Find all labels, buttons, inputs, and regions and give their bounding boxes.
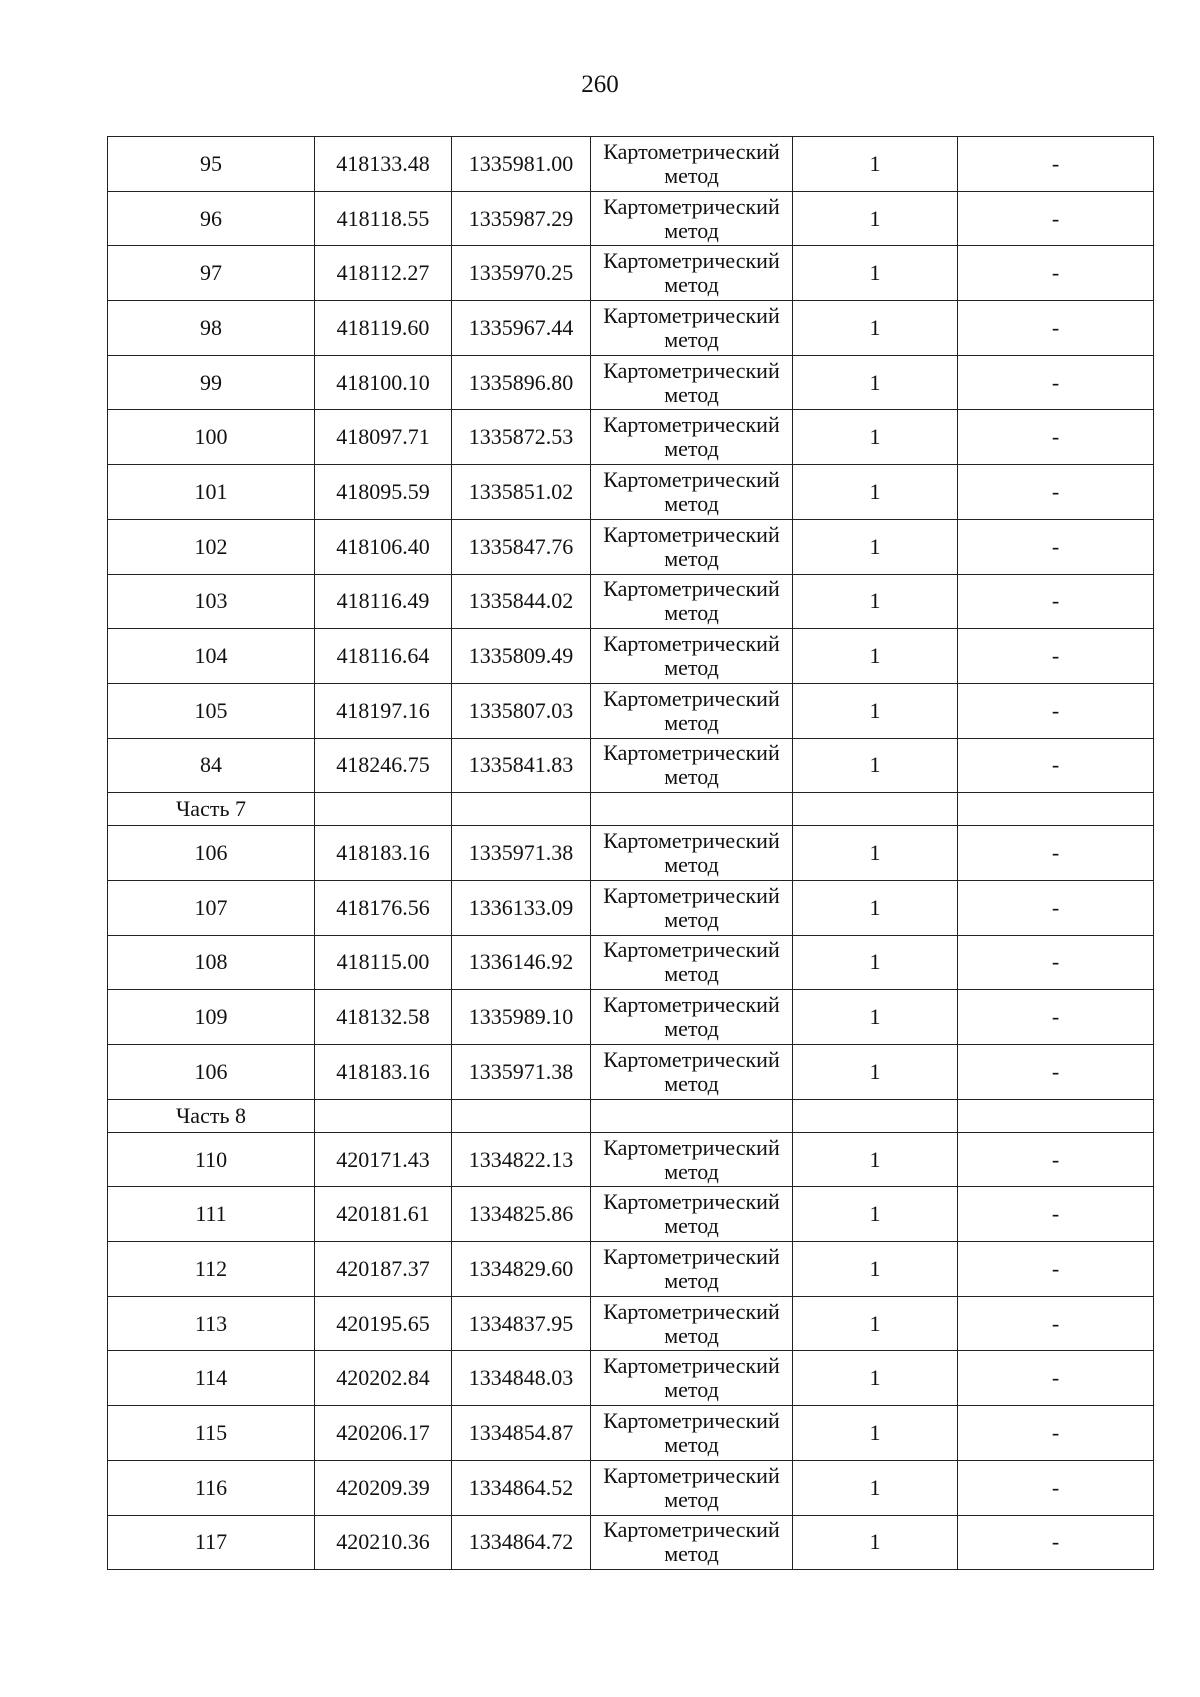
coordinates-table bbox=[107, 136, 1154, 1570]
method-line-1: Картометрический bbox=[603, 466, 780, 492]
point-number-cell: 107 bbox=[108, 880, 315, 935]
accuracy-cell: 1 bbox=[793, 465, 958, 520]
accuracy-cell: 1 bbox=[793, 880, 958, 935]
table-row bbox=[108, 1132, 1154, 1187]
method-line-1: Картометрический bbox=[603, 1134, 780, 1160]
accuracy-cell: 1 bbox=[793, 683, 958, 738]
table-row bbox=[108, 935, 1154, 990]
x-coordinate-cell: 420181.61 bbox=[315, 1187, 452, 1242]
method-line-1: Картометрический bbox=[603, 937, 780, 963]
empty-cell bbox=[793, 1099, 958, 1132]
accuracy-cell: 1 bbox=[793, 1187, 958, 1242]
method-cell bbox=[591, 990, 793, 1045]
point-number-cell: 108 bbox=[108, 935, 315, 990]
point-number-cell: 97 bbox=[108, 246, 315, 301]
point-number-cell: 102 bbox=[108, 519, 315, 574]
x-coordinate-cell: 420206.17 bbox=[315, 1406, 452, 1461]
note-cell: - bbox=[958, 465, 1154, 520]
x-coordinate-cell: 418115.00 bbox=[315, 935, 452, 990]
method-line-1: Картометрический bbox=[603, 302, 780, 328]
method-line-1: Картометрический bbox=[603, 1462, 780, 1488]
method-line-1: Картометрический bbox=[603, 740, 780, 766]
note-cell: - bbox=[958, 574, 1154, 629]
accuracy-cell: 1 bbox=[793, 301, 958, 356]
method-line-1: Картометрический bbox=[603, 521, 780, 547]
empty-cell bbox=[315, 1099, 452, 1132]
x-coordinate-cell: 418106.40 bbox=[315, 519, 452, 574]
x-coordinate-cell: 418100.10 bbox=[315, 355, 452, 410]
table-row bbox=[108, 683, 1154, 738]
table-row bbox=[108, 191, 1154, 246]
x-coordinate-cell: 418183.16 bbox=[315, 1045, 452, 1100]
x-coordinate-cell: 420195.65 bbox=[315, 1296, 452, 1351]
note-cell: - bbox=[958, 1296, 1154, 1351]
note-cell: - bbox=[958, 355, 1154, 410]
note-cell: - bbox=[958, 1351, 1154, 1406]
method-line-1: Картометрический bbox=[603, 357, 780, 383]
method-cell bbox=[591, 246, 793, 301]
point-number-cell: 117 bbox=[108, 1515, 315, 1570]
point-number-cell: 96 bbox=[108, 191, 315, 246]
table-row bbox=[108, 574, 1154, 629]
method-line-1: Картометрический bbox=[603, 992, 780, 1018]
point-number-cell: 105 bbox=[108, 683, 315, 738]
point-number-cell: 116 bbox=[108, 1460, 315, 1515]
part-label: Часть 8 bbox=[108, 1099, 315, 1132]
y-coordinate-cell: 1336146.92 bbox=[452, 935, 591, 990]
method-cell bbox=[591, 519, 793, 574]
accuracy-cell: 1 bbox=[793, 738, 958, 793]
table-row bbox=[108, 1296, 1154, 1351]
x-coordinate-cell: 418116.64 bbox=[315, 629, 452, 684]
note-cell: - bbox=[958, 826, 1154, 881]
accuracy-cell: 1 bbox=[793, 990, 958, 1045]
accuracy-cell: 1 bbox=[793, 574, 958, 629]
method-line-2: метод bbox=[664, 1016, 719, 1042]
note-cell: - bbox=[958, 738, 1154, 793]
method-line-2: метод bbox=[664, 217, 719, 243]
point-number-cell: 115 bbox=[108, 1406, 315, 1461]
x-coordinate-cell: 420187.37 bbox=[315, 1242, 452, 1297]
accuracy-cell: 1 bbox=[793, 629, 958, 684]
method-cell bbox=[591, 410, 793, 465]
accuracy-cell: 1 bbox=[793, 410, 958, 465]
y-coordinate-cell: 1335809.49 bbox=[452, 629, 591, 684]
table-row bbox=[108, 1045, 1154, 1100]
x-coordinate-cell: 420209.39 bbox=[315, 1460, 452, 1515]
table-row bbox=[108, 465, 1154, 520]
method-line-1: Картометрический bbox=[603, 828, 780, 854]
note-cell: - bbox=[958, 301, 1154, 356]
x-coordinate-cell: 418112.27 bbox=[315, 246, 452, 301]
note-cell: - bbox=[958, 683, 1154, 738]
method-cell bbox=[591, 1045, 793, 1100]
accuracy-cell: 1 bbox=[793, 1460, 958, 1515]
accuracy-cell: 1 bbox=[793, 1242, 958, 1297]
accuracy-cell: 1 bbox=[793, 1045, 958, 1100]
x-coordinate-cell: 418119.60 bbox=[315, 301, 452, 356]
method-line-2: метод bbox=[664, 326, 719, 352]
x-coordinate-cell: 420171.43 bbox=[315, 1132, 452, 1187]
method-line-1: Картометрический bbox=[603, 248, 780, 274]
x-coordinate-cell: 418197.16 bbox=[315, 683, 452, 738]
accuracy-cell: 1 bbox=[793, 137, 958, 192]
method-line-1: Картометрический bbox=[603, 1517, 780, 1543]
method-line-2: метод bbox=[664, 655, 719, 681]
accuracy-cell: 1 bbox=[793, 246, 958, 301]
y-coordinate-cell: 1334854.87 bbox=[452, 1406, 591, 1461]
x-coordinate-cell: 418095.59 bbox=[315, 465, 452, 520]
empty-cell bbox=[591, 1099, 793, 1132]
y-coordinate-cell: 1335851.02 bbox=[452, 465, 591, 520]
method-line-2: метод bbox=[664, 1322, 719, 1348]
note-cell: - bbox=[958, 990, 1154, 1045]
note-cell: - bbox=[958, 410, 1154, 465]
empty-cell bbox=[958, 1099, 1154, 1132]
table-row bbox=[108, 519, 1154, 574]
method-cell bbox=[591, 301, 793, 356]
y-coordinate-cell: 1334864.72 bbox=[452, 1515, 591, 1570]
method-line-2: метод bbox=[664, 600, 719, 626]
method-cell bbox=[591, 574, 793, 629]
method-line-1: Картометрический bbox=[603, 1407, 780, 1433]
point-number-cell: 111 bbox=[108, 1187, 315, 1242]
note-cell: - bbox=[958, 1460, 1154, 1515]
accuracy-cell: 1 bbox=[793, 355, 958, 410]
table-row bbox=[108, 629, 1154, 684]
x-coordinate-cell: 418176.56 bbox=[315, 880, 452, 935]
accuracy-cell: 1 bbox=[793, 935, 958, 990]
method-line-1: Картометрический bbox=[603, 1189, 780, 1215]
point-number-cell: 100 bbox=[108, 410, 315, 465]
note-cell: - bbox=[958, 1242, 1154, 1297]
x-coordinate-cell: 418183.16 bbox=[315, 826, 452, 881]
empty-cell bbox=[793, 793, 958, 826]
method-line-2: метод bbox=[664, 545, 719, 571]
method-line-1: Картометрический bbox=[603, 412, 780, 438]
point-number-cell: 113 bbox=[108, 1296, 315, 1351]
y-coordinate-cell: 1334837.95 bbox=[452, 1296, 591, 1351]
empty-cell bbox=[958, 793, 1154, 826]
method-line-1: Картометрический bbox=[603, 1298, 780, 1324]
method-cell bbox=[591, 629, 793, 684]
empty-cell bbox=[452, 1099, 591, 1132]
accuracy-cell: 1 bbox=[793, 519, 958, 574]
empty-cell bbox=[591, 793, 793, 826]
method-line-2: метод bbox=[664, 1158, 719, 1184]
method-cell bbox=[591, 826, 793, 881]
point-number-cell: 106 bbox=[108, 1045, 315, 1100]
accuracy-cell: 1 bbox=[793, 1132, 958, 1187]
table-row bbox=[108, 990, 1154, 1045]
table-row bbox=[108, 1406, 1154, 1461]
method-line-1: Картометрический bbox=[603, 1353, 780, 1379]
table-row bbox=[108, 1242, 1154, 1297]
x-coordinate-cell: 420210.36 bbox=[315, 1515, 452, 1570]
y-coordinate-cell: 1335981.00 bbox=[452, 137, 591, 192]
method-line-2: метод bbox=[664, 1377, 719, 1403]
method-cell bbox=[591, 1406, 793, 1461]
method-line-2: метод bbox=[664, 1070, 719, 1096]
coordinates-table-body bbox=[108, 137, 1154, 1570]
method-line-2: метод bbox=[664, 906, 719, 932]
y-coordinate-cell: 1336133.09 bbox=[452, 880, 591, 935]
method-line-2: метод bbox=[664, 272, 719, 298]
method-line-1: Картометрический bbox=[603, 138, 780, 164]
point-number-cell: 104 bbox=[108, 629, 315, 684]
note-cell: - bbox=[958, 519, 1154, 574]
method-line-2: метод bbox=[664, 1213, 719, 1239]
method-line-1: Картометрический bbox=[603, 631, 780, 657]
method-line-2: метод bbox=[664, 1486, 719, 1512]
note-cell: - bbox=[958, 191, 1154, 246]
method-cell bbox=[591, 1132, 793, 1187]
accuracy-cell: 1 bbox=[793, 1351, 958, 1406]
empty-cell bbox=[315, 793, 452, 826]
method-line-1: Картометрический bbox=[603, 193, 780, 219]
note-cell: - bbox=[958, 1187, 1154, 1242]
note-cell: - bbox=[958, 1045, 1154, 1100]
table-row bbox=[108, 137, 1154, 192]
point-number-cell: 112 bbox=[108, 1242, 315, 1297]
method-line-2: метод bbox=[664, 381, 719, 407]
note-cell: - bbox=[958, 246, 1154, 301]
y-coordinate-cell: 1334864.52 bbox=[452, 1460, 591, 1515]
x-coordinate-cell: 418132.58 bbox=[315, 990, 452, 1045]
point-number-cell: 95 bbox=[108, 137, 315, 192]
point-number-cell: 84 bbox=[108, 738, 315, 793]
accuracy-cell: 1 bbox=[793, 1406, 958, 1461]
method-line-2: метод bbox=[664, 436, 719, 462]
page-number: 260 bbox=[581, 71, 619, 98]
method-line-2: метод bbox=[664, 709, 719, 735]
method-line-1: Картометрический bbox=[603, 882, 780, 908]
part-label: Часть 7 bbox=[108, 793, 315, 826]
method-line-2: метод bbox=[664, 490, 719, 516]
y-coordinate-cell: 1334822.13 bbox=[452, 1132, 591, 1187]
y-coordinate-cell: 1335872.53 bbox=[452, 410, 591, 465]
method-line-2: метод bbox=[664, 852, 719, 878]
note-cell: - bbox=[958, 137, 1154, 192]
method-cell bbox=[591, 1187, 793, 1242]
y-coordinate-cell: 1335967.44 bbox=[452, 301, 591, 356]
note-cell: - bbox=[958, 1406, 1154, 1461]
method-line-2: метод bbox=[664, 961, 719, 987]
method-line-1: Картометрический bbox=[603, 1046, 780, 1072]
x-coordinate-cell: 418118.55 bbox=[315, 191, 452, 246]
note-cell: - bbox=[958, 1515, 1154, 1570]
y-coordinate-cell: 1335896.80 bbox=[452, 355, 591, 410]
x-coordinate-cell: 418097.71 bbox=[315, 410, 452, 465]
method-cell bbox=[591, 1460, 793, 1515]
method-line-1: Картометрический bbox=[603, 576, 780, 602]
method-cell bbox=[591, 738, 793, 793]
method-cell bbox=[591, 880, 793, 935]
y-coordinate-cell: 1335987.29 bbox=[452, 191, 591, 246]
part-header-row bbox=[108, 793, 1154, 826]
accuracy-cell: 1 bbox=[793, 191, 958, 246]
method-cell bbox=[591, 1351, 793, 1406]
x-coordinate-cell: 418133.48 bbox=[315, 137, 452, 192]
table-row bbox=[108, 1515, 1154, 1570]
point-number-cell: 106 bbox=[108, 826, 315, 881]
method-cell bbox=[591, 137, 793, 192]
table-row bbox=[108, 355, 1154, 410]
table-row bbox=[108, 301, 1154, 356]
method-line-1: Картометрический bbox=[603, 685, 780, 711]
y-coordinate-cell: 1334829.60 bbox=[452, 1242, 591, 1297]
point-number-cell: 110 bbox=[108, 1132, 315, 1187]
method-cell bbox=[591, 935, 793, 990]
method-line-2: метод bbox=[664, 1541, 719, 1567]
y-coordinate-cell: 1335847.76 bbox=[452, 519, 591, 574]
point-number-cell: 103 bbox=[108, 574, 315, 629]
table-row bbox=[108, 1460, 1154, 1515]
part-header-row bbox=[108, 1099, 1154, 1132]
point-number-cell: 98 bbox=[108, 301, 315, 356]
point-number-cell: 99 bbox=[108, 355, 315, 410]
table-row bbox=[108, 738, 1154, 793]
accuracy-cell: 1 bbox=[793, 1515, 958, 1570]
y-coordinate-cell: 1335807.03 bbox=[452, 683, 591, 738]
method-line-2: метод bbox=[664, 1267, 719, 1293]
note-cell: - bbox=[958, 629, 1154, 684]
point-number-cell: 109 bbox=[108, 990, 315, 1045]
x-coordinate-cell: 420202.84 bbox=[315, 1351, 452, 1406]
method-cell bbox=[591, 683, 793, 738]
y-coordinate-cell: 1335971.38 bbox=[452, 1045, 591, 1100]
method-line-2: метод bbox=[664, 162, 719, 188]
y-coordinate-cell: 1335989.10 bbox=[452, 990, 591, 1045]
y-coordinate-cell: 1335844.02 bbox=[452, 574, 591, 629]
table-row bbox=[108, 246, 1154, 301]
method-cell bbox=[591, 355, 793, 410]
y-coordinate-cell: 1335971.38 bbox=[452, 826, 591, 881]
y-coordinate-cell: 1334848.03 bbox=[452, 1351, 591, 1406]
y-coordinate-cell: 1335841.83 bbox=[452, 738, 591, 793]
y-coordinate-cell: 1335970.25 bbox=[452, 246, 591, 301]
table-row bbox=[108, 1187, 1154, 1242]
note-cell: - bbox=[958, 1132, 1154, 1187]
point-number-cell: 114 bbox=[108, 1351, 315, 1406]
table-row bbox=[108, 880, 1154, 935]
method-cell bbox=[591, 465, 793, 520]
empty-cell bbox=[452, 793, 591, 826]
method-line-2: метод bbox=[664, 764, 719, 790]
method-cell bbox=[591, 191, 793, 246]
table-row bbox=[108, 410, 1154, 465]
table-row bbox=[108, 1351, 1154, 1406]
method-line-1: Картометрический bbox=[603, 1243, 780, 1269]
table-row bbox=[108, 826, 1154, 881]
y-coordinate-cell: 1334825.86 bbox=[452, 1187, 591, 1242]
point-number-cell: 101 bbox=[108, 465, 315, 520]
accuracy-cell: 1 bbox=[793, 1296, 958, 1351]
method-cell bbox=[591, 1296, 793, 1351]
note-cell: - bbox=[958, 880, 1154, 935]
x-coordinate-cell: 418246.75 bbox=[315, 738, 452, 793]
method-cell bbox=[591, 1242, 793, 1297]
note-cell: - bbox=[958, 935, 1154, 990]
method-line-2: метод bbox=[664, 1431, 719, 1457]
method-cell bbox=[591, 1515, 793, 1570]
x-coordinate-cell: 418116.49 bbox=[315, 574, 452, 629]
accuracy-cell: 1 bbox=[793, 826, 958, 881]
